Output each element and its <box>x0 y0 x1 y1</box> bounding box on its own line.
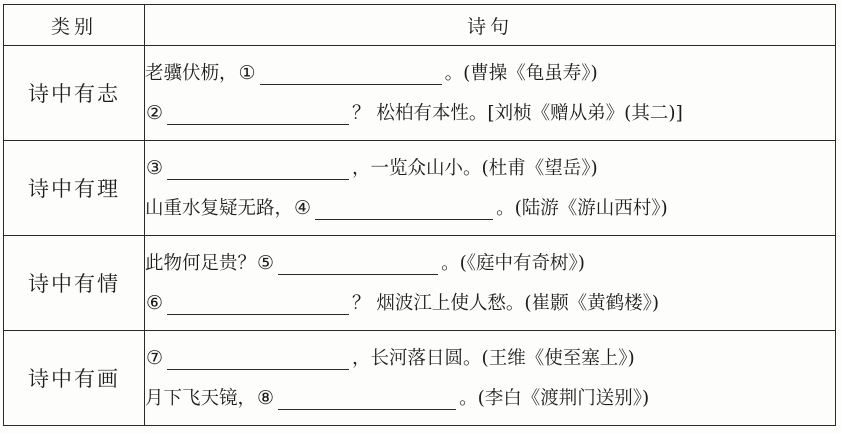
verse-suffix: 。(《庭中有奇树》) <box>441 253 585 274</box>
verses-cell <box>145 46 836 141</box>
answer-blank[interactable] <box>315 197 493 220</box>
answer-blank[interactable] <box>167 292 349 315</box>
verses-cell <box>145 331 836 426</box>
verse-suffix: ，长河落日圆。(王维《使至塞上》) <box>352 348 635 369</box>
verse-suffix: 。(曹操《龟虽寿》) <box>444 63 598 84</box>
verse-prefix: 山重水复疑无路， <box>145 198 294 219</box>
answer-blank[interactable] <box>260 62 442 85</box>
table-row <box>4 141 836 236</box>
verse-line <box>145 188 835 228</box>
table-row <box>4 331 836 426</box>
verse-prefix: 老骥伏枥， <box>145 63 238 84</box>
table-row <box>4 46 836 141</box>
verse-suffix: 。(李白《渡荆门送别》) <box>459 388 650 409</box>
category-cell: 诗中有志 <box>4 46 145 141</box>
header-row <box>4 5 836 46</box>
category-cell: 诗中有情 <box>4 236 145 331</box>
verse-line <box>145 53 835 93</box>
header-verses: 诗句 <box>145 5 836 46</box>
verses-cell <box>145 141 836 236</box>
blank-number: ⑦ <box>146 347 164 369</box>
answer-blank[interactable] <box>167 157 349 180</box>
verse-line <box>145 378 835 418</box>
blank-number: ④ <box>294 197 312 219</box>
verse-line <box>145 148 835 188</box>
poem-table <box>3 4 836 426</box>
verse-suffix: ，一览众山小。(杜甫《望岳》) <box>352 158 598 179</box>
verse-prefix: 月下飞天镜， <box>145 388 257 409</box>
verse-line <box>145 338 835 378</box>
blank-number: ⑤ <box>257 252 275 274</box>
category-cell: 诗中有画 <box>4 331 145 426</box>
answer-blank[interactable] <box>278 252 438 275</box>
verse-suffix: ？ 松柏有本性。[刘桢《赠从弟》(其二)] <box>352 103 683 124</box>
category-cell: 诗中有理 <box>4 141 145 236</box>
verse-suffix: ？ 烟波江上使人愁。(崔颢《黄鹤楼》) <box>352 293 660 314</box>
verse-prefix: 此物何足贵？ <box>145 253 257 274</box>
answer-blank[interactable] <box>167 102 349 125</box>
verse-suffix: 。(陆游《游山西村》) <box>496 198 668 219</box>
blank-number: ② <box>146 102 164 124</box>
answer-blank[interactable] <box>167 347 349 370</box>
blank-number: ③ <box>146 157 164 179</box>
verse-line <box>145 283 835 323</box>
blank-number: ① <box>238 62 256 84</box>
table-row <box>4 236 836 331</box>
verse-line <box>145 243 835 283</box>
verse-line <box>145 93 835 133</box>
blank-number: ⑥ <box>146 292 164 314</box>
answer-blank[interactable] <box>278 387 456 410</box>
blank-number: ⑧ <box>257 387 275 409</box>
header-category: 类别 <box>4 5 145 46</box>
verses-cell <box>145 236 836 331</box>
